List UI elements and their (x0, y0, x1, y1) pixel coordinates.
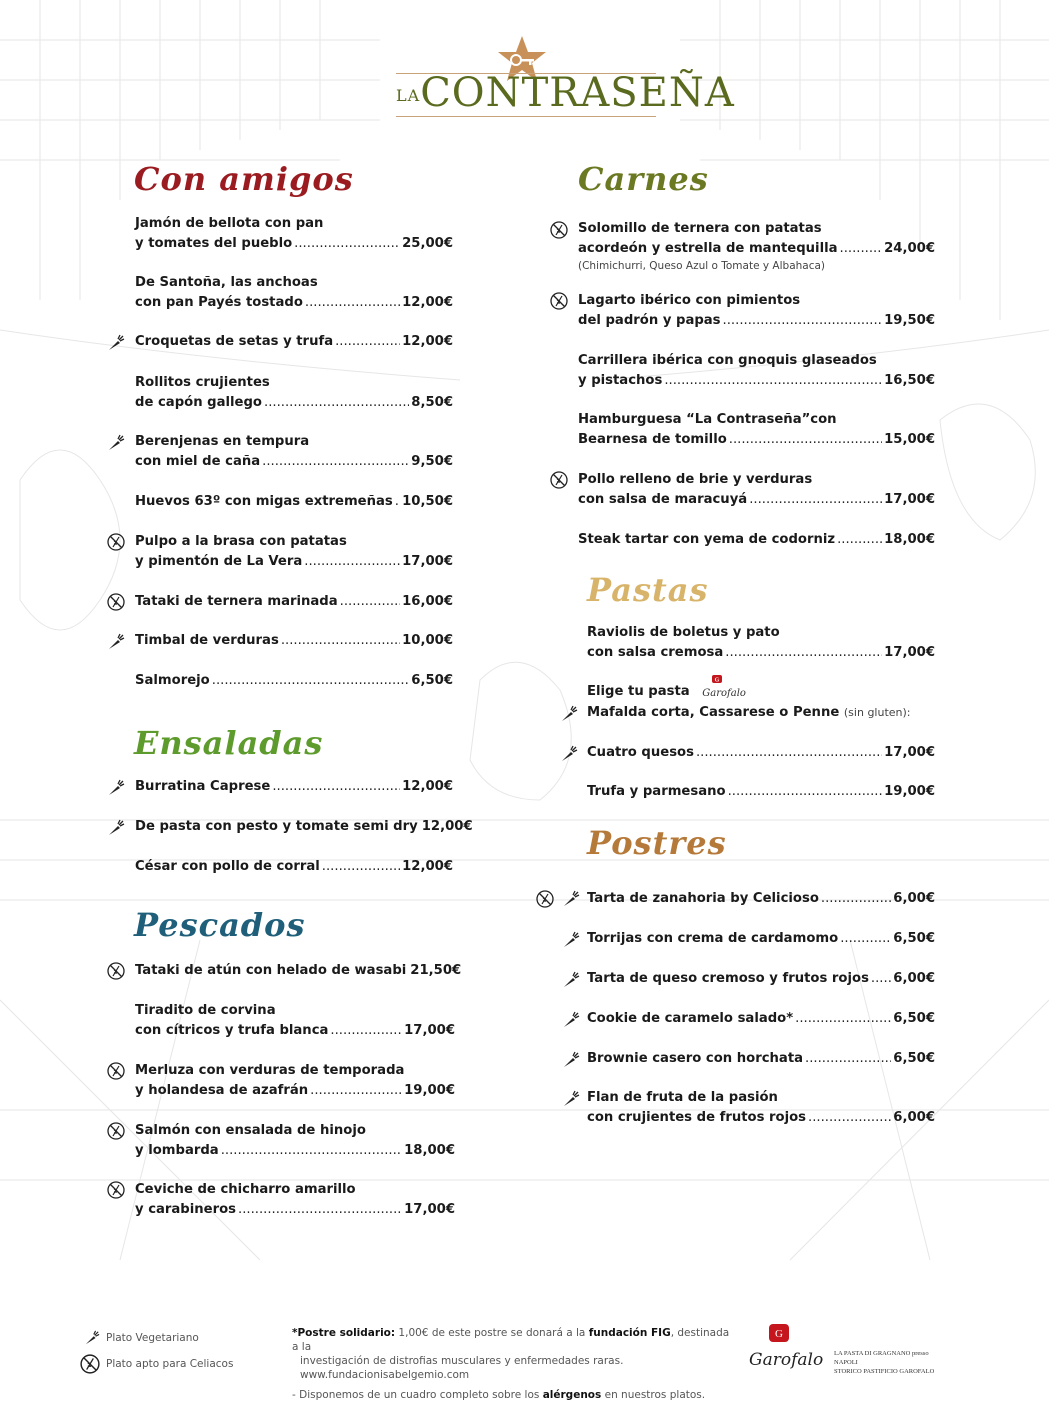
carrot-icon (562, 890, 580, 908)
garofalo-logo (745, 1320, 825, 1386)
carrot-icon (562, 1090, 580, 1108)
menu-item: Brownie casero con horchata ..... 6,50€ (587, 1049, 935, 1069)
svg-text:G: G (714, 677, 720, 684)
menu-item: Jamón de bellota con pan y tomates del pueblo ..... 25,00€ (135, 214, 453, 254)
menu-item: Salmón con ensalada de hinojo y lombarda ..... 18,00€ (135, 1121, 455, 1161)
carrot-icon (107, 819, 125, 837)
menu-item: Steak tartar con yema de codorniz ..... 18,00€ (578, 530, 935, 550)
menu-item: Tarta de queso cremoso y frutos rojos ..... 6,00€ (587, 969, 935, 989)
gluten-free-icon (107, 962, 125, 980)
carrot-icon (84, 1330, 100, 1346)
menu-item: Merluza con verduras de temporada y holandesa de azafrán ..... 19,00€ (135, 1061, 455, 1101)
garofalo-tagline-2: STORICO PASTIFICIO GAROFALO (834, 1368, 935, 1375)
logo-wordmark: LACONTRASEÑA (396, 70, 735, 116)
gluten-free-icon (107, 1062, 125, 1080)
solidario-note: *Postre solidario: 1,00€ de este postre se donará a la fundación FIG, destinada a la (292, 1327, 730, 1353)
left-column (0, 0, 520, 1394)
gluten-free-icon (550, 221, 568, 239)
legend-gf-label: Plato apto para Celiacos (106, 1358, 234, 1370)
menu-item: Cuatro quesos ..... 17,00€ (587, 743, 935, 763)
gluten-free-icon (107, 533, 125, 551)
menu-item: Huevos 63º con migas extremeñas ..... 10,50€ (135, 492, 453, 512)
menu-item: Tiradito de corvina con cítricos y trufa blanca ..... 17,00€ (135, 1001, 455, 1041)
solidario-note-line2: investigación de distrofias musculares y enfermedades raras. www.fundacionisabelgemio.com (300, 1355, 624, 1381)
menu-item: Croquetas de setas y trufa ..... 12,00€ (135, 332, 453, 352)
menu-item: Pollo relleno de brie y verduras con salsa de maracuyá ..... 17,00€ (578, 470, 935, 510)
menu-item: Salmorejo ..... 6,50€ (135, 671, 453, 691)
menu-item: Trufa y parmesano ..... 19,00€ (587, 782, 935, 802)
legend-gf (80, 1354, 280, 1376)
garofalo-badge: G Garofalo (700, 679, 744, 703)
menu-item: Rollitos crujientes de capón gallego ..... 8,50€ (135, 373, 453, 413)
carrot-icon (562, 931, 580, 949)
gluten-free-icon (550, 292, 568, 310)
gluten-free-icon (107, 1122, 125, 1140)
menu-item: Raviolis de boletus y pato con salsa cremosa ..... 17,00€ (587, 623, 935, 663)
menu-item: Timbal de verduras ..... 10,00€ (135, 631, 453, 651)
menu-item: Elige tu pasta G Garofalo (587, 679, 935, 703)
menu-item: Burratina Caprese ..... 12,00€ (135, 777, 453, 797)
menu-item: Flan de fruta de la pasión con crujientes de frutos rojos ..... 6,00€ (587, 1088, 935, 1128)
menu-item: De Santoña, las anchoas con pan Payés tostado ..... 12,00€ (135, 273, 453, 313)
garofalo-tagline-1: LA PASTA DI GRAGNANO presso NAPOLI (834, 1350, 929, 1366)
menu-item: Tarta de zanahoria by Celicioso ..... 6,00€ (587, 889, 935, 909)
carrot-icon (107, 633, 125, 651)
menu-item: Torrijas con crema de cardamomo ..... 6,50€ (587, 929, 935, 949)
menu-item: Lagarto ibérico con pimientos del padrón y papas ..... 19,50€ (578, 291, 935, 331)
gluten-free-icon (536, 890, 554, 908)
menu-item: Mafalda corta, Cassarese o Penne (sin gluten): (587, 705, 911, 720)
carrot-icon (107, 779, 125, 797)
menu-item: Tataki de atún con helado de wasabi 21,50€ (135, 963, 462, 978)
garofalo-crest-icon (767, 1320, 791, 1346)
menu-item: César con pollo de corral ..... 12,00€ (135, 857, 453, 877)
right-column (520, 0, 1049, 1394)
section-heading-ensaladas: Ensaladas (134, 724, 324, 762)
menu-item: Hamburguesa “La Contraseña”con Bearnesa de tomillo ..... 15,00€ (578, 410, 935, 450)
menu-item: De pasta con pesto y tomate semi dry 12,00€ (135, 819, 473, 834)
legend (80, 1328, 280, 1376)
menu-item: Cookie de caramelo salado* ..... 6,50€ (587, 1009, 935, 1029)
menu-item: Pulpo a la brasa con patatas y pimentón de La Vera ..... 17,00€ (135, 532, 453, 572)
carrot-icon (107, 434, 125, 452)
carrot-icon (560, 705, 578, 723)
gluten-free-icon (107, 593, 125, 611)
footer-notes (292, 1326, 732, 1402)
menu-item: Ceviche de chicharro amarillo y carabineros ..... 17,00€ (135, 1180, 455, 1220)
menu-item: Carrillera ibérica con gnoquis glaseados y pistachos ..... 16,50€ (578, 351, 935, 391)
legend-veg (80, 1328, 280, 1350)
gluten-free-icon (550, 471, 568, 489)
carrot-icon (562, 1051, 580, 1069)
menu-item: Solomillo de ternera con patatas acordeón y estrella de mantequilla ..... 24,00€ (Chimichurri, Queso Azul o Tomate y Albahaca) (578, 219, 935, 273)
garofalo-tagline (834, 1349, 954, 1376)
carrot-icon (560, 745, 578, 763)
section-heading-pescados: Pescados (134, 906, 306, 944)
carrot-icon (562, 971, 580, 989)
section-heading-carnes: Carnes (578, 160, 709, 198)
carrot-icon (107, 334, 125, 352)
garofalo-script: Garofalo (749, 1350, 824, 1370)
alergenos-note: - Disponemos de un cuadro completo sobre los alérgenos en nuestros platos. (292, 1389, 706, 1401)
section-heading-pastas: Pastas (587, 571, 709, 609)
legend-veg-label: Plato Vegetariano (106, 1332, 199, 1344)
gluten-free-icon (107, 1181, 125, 1199)
section-heading-con-amigos: Con amigos (134, 160, 354, 198)
menu-item: Berenjenas en tempura con miel de caña ..... 9,50€ (135, 432, 453, 472)
svg-text:G: G (775, 1328, 783, 1340)
gluten-free-icon (80, 1354, 100, 1374)
section-heading-postres: Postres (587, 824, 727, 862)
carrot-icon (562, 1011, 580, 1029)
menu-item: Tataki de ternera marinada ..... 16,00€ (135, 592, 453, 612)
